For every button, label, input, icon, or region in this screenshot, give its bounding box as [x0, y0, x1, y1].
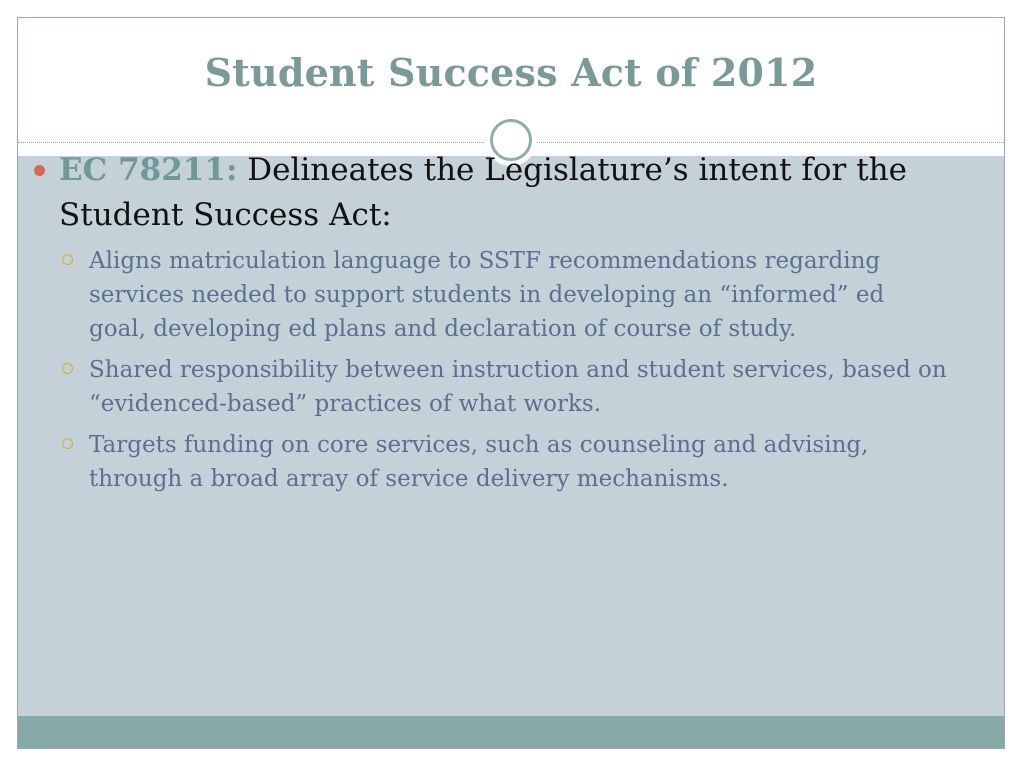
sub-bullet-item: [28, 244, 948, 346]
sub-bullet-text: Aligns matriculation language to SSTF recommendations regarding services needed to support students in developing an “informed” ed goal, developing ed plans and declaration of course of study.: [89, 248, 885, 342]
main-bullet-text: Delineates the Legislature’s intent for the Student Success Act:: [59, 152, 907, 233]
sub-bullet-item: [28, 353, 948, 421]
slide-title: Student Success Act of 2012: [204, 50, 818, 95]
filled-circle-bullet-icon: [34, 165, 45, 176]
sub-bullet-text: Targets funding on core services, such as counseling and advising, through a broad array of service delivery mechanisms.: [89, 432, 869, 492]
bullet-list: [28, 148, 948, 503]
sub-bullet-text: Shared responsibility between instruction and student services, based on “evidenced-based” practices of what works.: [89, 357, 947, 417]
footer-bar: [18, 716, 1004, 749]
sub-bullet-item: [28, 428, 948, 496]
hollow-circle-bullet-icon: [62, 363, 73, 374]
hollow-circle-bullet-icon: [62, 254, 73, 265]
code-reference: EC 78211:: [59, 152, 238, 188]
hollow-circle-bullet-icon: [62, 438, 73, 449]
main-bullet-item: [28, 148, 948, 238]
sub-bullet-list: [28, 244, 948, 496]
